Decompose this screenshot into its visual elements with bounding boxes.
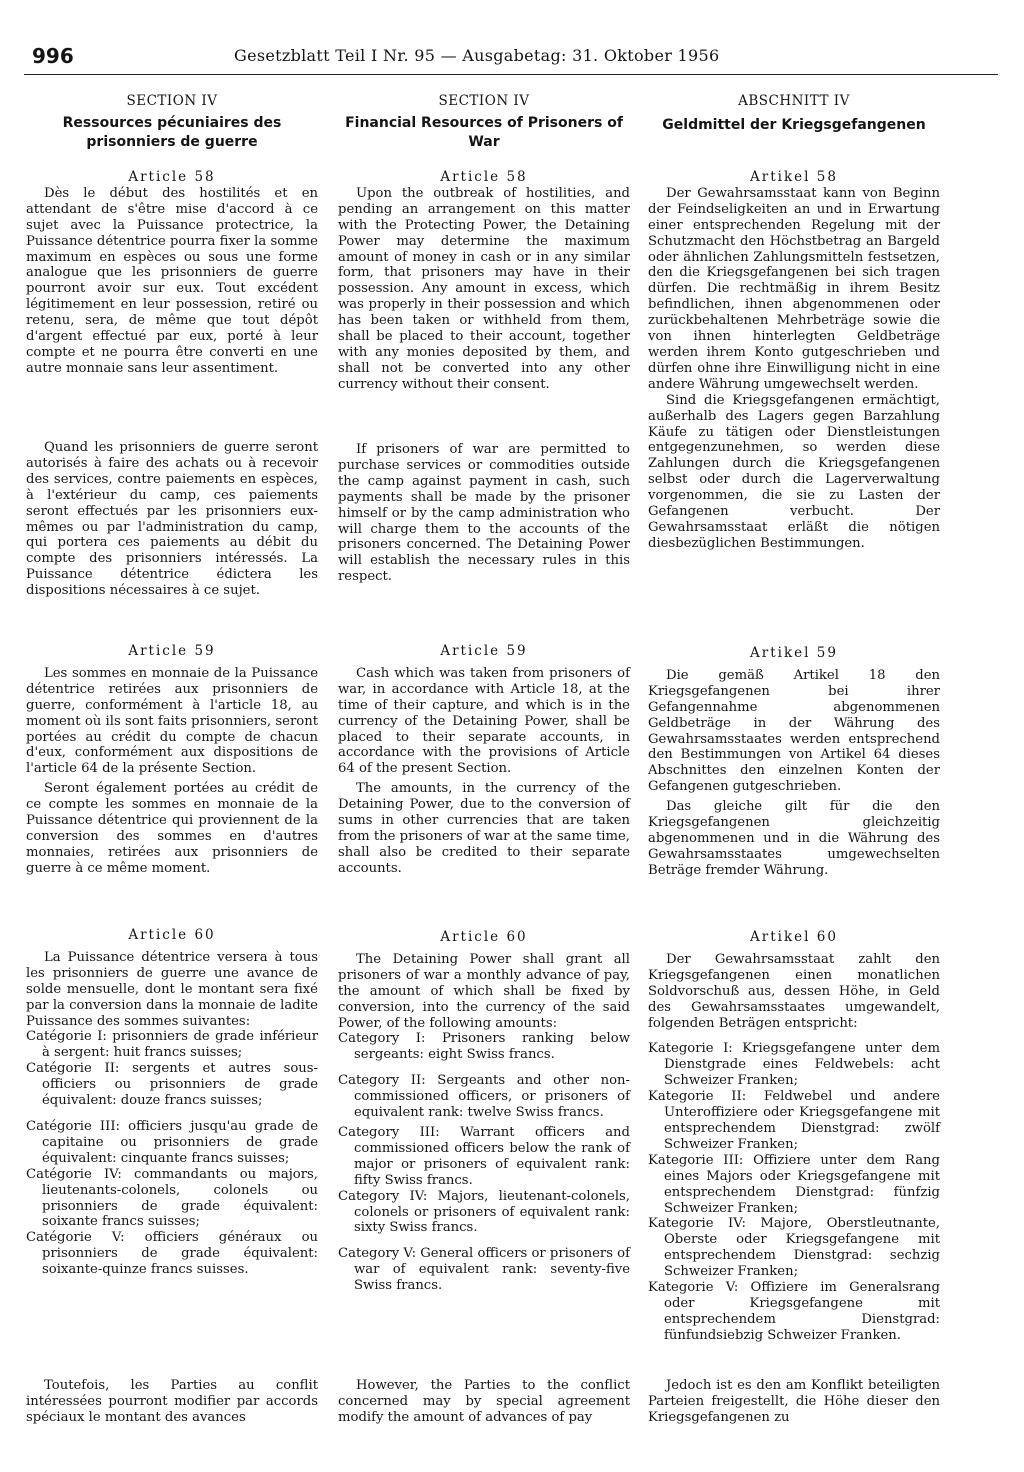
section-title: ABSCHNITT IV xyxy=(738,93,850,109)
article-60-paragraph-1: Der Gewahrsamsstaat zahlt den Kriegsgefangenen einen monatlichen Soldvorschuß aus, dessen Höhe, in Geld des Gewahrsamsstaates umgewandelt, folgenden Beträgen entspricht: xyxy=(648,951,940,1031)
article-59-title: Artikel 59 xyxy=(750,645,838,661)
article-60-paragraph-1: The Detaining Power shall grant all prisoners of war a monthly advance of pay, the amount of which shall be fixed by conversion, into the currency of the said Power, of the following amounts: xyxy=(338,951,630,1031)
article-58-title: Article 58 xyxy=(128,169,216,185)
section-heading: Financial Resources of Prisoners of War xyxy=(345,114,623,150)
running-header xyxy=(24,44,1000,70)
article-58-paragraph-2: If prisoners of war are permitted to purchase services or commodities outside the camp against payment in cash, such payments shall be made by the prisoner himself or by the camp administration who will charge them to the accounts of the prisoners concerned. The Detaining Power will establish the necessary rules in this respect. xyxy=(338,442,630,585)
article-59-title: Article 59 xyxy=(128,643,216,659)
category-1: Category I: Prisoners ranking below sergeants: eight Swiss francs. xyxy=(338,1031,630,1063)
article-59-paragraph-2: The amounts, in the currency of the Detaining Power, due to the conversion of sums in other currencies that are taken from the prisoners of war at the same time, shall also be credited to their separate accounts. xyxy=(338,781,630,876)
category-5: Kategorie V: Offiziere im Generalsrang oder Kriegsgefangene mit entsprechendem Dienstgrad: fünfundsiebzig Schweizer Franken. xyxy=(648,1280,940,1343)
article-58-paragraph-1: Upon the outbreak of hostilities, and pending an arrangement on this matter with the Protecting Power, the Detaining Power may determine the maximum amount of money in cash or in any similar form, that prisoners may have in their possession. Any amount in excess, which was properly in their possession and which has been taken or withheld from them, shall be placed to their account, together with any monies deposited by them, and shall not be converted into any other currency without their consent. xyxy=(338,185,630,392)
page-number: 996 xyxy=(32,44,74,68)
article-60-title: Article 60 xyxy=(128,927,216,943)
article-58-title: Artikel 58 xyxy=(750,169,838,185)
article-59-paragraph-2: Das gleiche gilt für die den Kriegsgefangenen gleichzeitig abgenommenen und in die Währung des Gewahrsamsstaates umgewechselten Beträge fremder Währung. xyxy=(648,799,940,878)
article-58-paragraph-1: Dès le début des hostilités et en attendant de s'être mise d'accord à ce sujet avec la Puissance protectrice, la Puissance détentrice pourra fixer la somme maximum en espèces ou sous une forme analogue que les prisonniers de guerre pourront avoir sur eux. Tout excédent légitimement en leur possession, retiré ou retenu, sera, de même que tout dépôt d'argent effectué par eux, porté à leur compte et ne pourra être converti en une autre monnaie sans leur assentiment. xyxy=(26,185,318,376)
gazette-title: Gesetzblatt Teil I Nr. 95 — Ausgabetag: 31. Oktober 1956 xyxy=(234,46,720,65)
category-1: Catégorie I: prisonniers de grade inférieur à sergent: huit francs suisses; xyxy=(26,1029,318,1061)
category-2: Category II: Sergeants and other non-commissioned officers, or prisoners of equivalent rank: twelve Swiss francs. xyxy=(338,1073,630,1121)
category-2: Catégorie II: sergents et autres sous-officiers ou prisonniers de grade équivalent: douze francs suisses; xyxy=(26,1061,318,1109)
article-58-paragraph-1: Der Gewahrsamsstaat kann von Beginn der Feindseligkeiten an und in Erwartung einer entsprechenden Regelung mit der Schutzmacht den Höchstbetrag an Bargeld oder ähnlichen Zahlungsmitteln festsetzen, den die Kriegsgefangenen bei sich tragen dürfen. Die rechtmäßig in ihrem Besitz befindlichen, ihnen abgenommenen oder zurückbehaltenen Mehrbeträge sowie die von ihnen hinterlegten Geldbeträge werden ihrem Konto gutgeschrieben und dürfen ohne ihre Einwilligung nicht in eine andere Währung umgewechselt werden. xyxy=(648,185,940,392)
article-58-paragraph-2: Quand les prisonniers de guerre seront autorisés à faire des achats ou à recevoir des services, contre paiements en espèces, à l'extérieur du camp, ces paiements seront effectués par les prisonniers eux-mêmes ou par l'administration du camp, qui portera ces paiements au débit du compte des prisonniers intéressés. La Puissance détentrice édictera les dispositions nécessaires à ce sujet. xyxy=(26,440,318,599)
category-5: Category V: General officers or prisoners of war of equivalent rank: seventy-five Swiss francs. xyxy=(338,1246,630,1294)
category-3: Catégorie III: officiers jusqu'au grade de capitaine ou prisonniers de grade équivalent: cinquante francs suisses; xyxy=(26,1118,318,1166)
article-60-title: Article 60 xyxy=(440,929,528,945)
french-column xyxy=(26,94,318,1434)
category-4: Kategorie IV: Majore, Oberstleutnante, Oberste oder Kriegsgefangene mit entsprechendem Dienstgrad: sechzig Schweizer Franken; xyxy=(648,1216,940,1280)
article-59-paragraph-1: Die gemäß Artikel 18 den Kriegsgefangenen bei ihrer Gefangennahme abgenommenen Geldbeträge in der Währung des Gewahrsamsstaates werden entsprechend den Bestimmungen von Artikel 64 dieses Abschnittes den einzelnen Konten der Gefangenen gutgeschrieben. xyxy=(648,667,940,795)
article-59-paragraph-1: Cash which was taken from prisoners of war, in accordance with Article 18, at the time of their capture, and which is in the currency of the Detaining Power, shall be placed to their separate accounts, in accordance with the provisions of Article 64 of the present Section. xyxy=(338,665,630,777)
header-rule xyxy=(24,74,998,75)
category-1: Kategorie I: Kriegsgefangene unter dem Dienstgrade eines Feldwebels: acht Schweizer Franken; xyxy=(648,1041,940,1089)
article-59-title: Article 59 xyxy=(440,643,528,659)
article-59-paragraph-2: Seront également portées au crédit de ce compte les sommes en monnaie de la Puissance détentrice qui proviennent de la conversion des sommes en d'autres monnaies, retirées aux prisonniers de guerre à ce même moment. xyxy=(26,781,318,876)
german-column xyxy=(648,94,940,1434)
english-column xyxy=(338,94,630,1434)
category-5: Catégorie V: officiers généraux ou prisonniers de grade équivalent: soixante-quinze francs suisses. xyxy=(26,1230,318,1278)
article-60-final-paragraph: Jedoch ist es den am Konflikt beteiligten Parteien freigestellt, die Höhe dieser den Kriegsgefangenen zu xyxy=(648,1378,940,1425)
category-2: Kategorie II: Feldwebel und andere Unteroffiziere oder Kriegsgefangene mit entsprechendem Dienstgrad: zwölf Schweizer Franken; xyxy=(648,1089,940,1152)
article-59-paragraph-1: Les sommes en monnaie de la Puissance détentrice retirées aux prisonniers de guerre, conformément à l'article 18, au moment où ils sont faits prisonniers, seront portées au crédit du compte de chacun d'eux, conformément aux dispositions de l'article 64 de la présente Section. xyxy=(26,665,318,777)
section-title: SECTION IV xyxy=(438,93,530,109)
section-heading: Ressources pécuniaires des prisonniers de guerre xyxy=(62,114,282,150)
category-4: Catégorie IV: commandants ou majors, lieutenants-colonels, colonels ou prisonniers de grade équivalent: soixante francs suisses; xyxy=(26,1166,318,1230)
article-58-title: Article 58 xyxy=(440,169,528,185)
article-60-paragraph-1: La Puissance détentrice versera à tous les prisonniers de guerre une avance de solde mensuelle, dont le montant sera fixé par la conversion dans la monnaie de ladite Puissance des sommes suivantes: xyxy=(26,949,318,1029)
article-60-final-paragraph: However, the Parties to the conflict concerned may by special agreement modify the amount of advances of pay xyxy=(338,1378,630,1425)
category-4: Category IV: Majors, lieutenant-colonels, colonels or prisoners of equivalent rank: sixty Swiss francs. xyxy=(338,1188,630,1236)
category-3: Category III: Warrant officers and commissioned officers below the rank of major or prisoners of equivalent rank: fifty Swiss francs. xyxy=(338,1124,630,1188)
article-58-paragraph-2: Sind die Kriegsgefangenen ermächtigt, außerhalb des Lagers gegen Barzahlung Käufe zu tätigen oder Dienstleistungen entgegenzunehmen, so werden diese Zahlungen durch die Kriegsgefangenen selbst oder durch die Lagerverwaltung vorgenommen, die sie zu Lasten der Gefangenen verbucht. Der Gewahrsamsstaat erläßt die nötigen diesbezüglichen Bestimmungen. xyxy=(648,392,940,551)
section-heading: Geldmittel der Kriegsgefangenen xyxy=(662,116,926,133)
category-3: Kategorie III: Offiziere unter dem Rang eines Majors oder Kriegsgefangene mit entsprechendem Dienstgrad: fünfzig Schweizer Franken; xyxy=(648,1152,940,1216)
article-60-final-paragraph: Toutefois, les Parties au conflit intéressées pourront modifier par accords spéciaux le montant des avances xyxy=(26,1378,318,1425)
article-60-title: Artikel 60 xyxy=(750,929,838,945)
section-title: SECTION IV xyxy=(126,93,218,109)
